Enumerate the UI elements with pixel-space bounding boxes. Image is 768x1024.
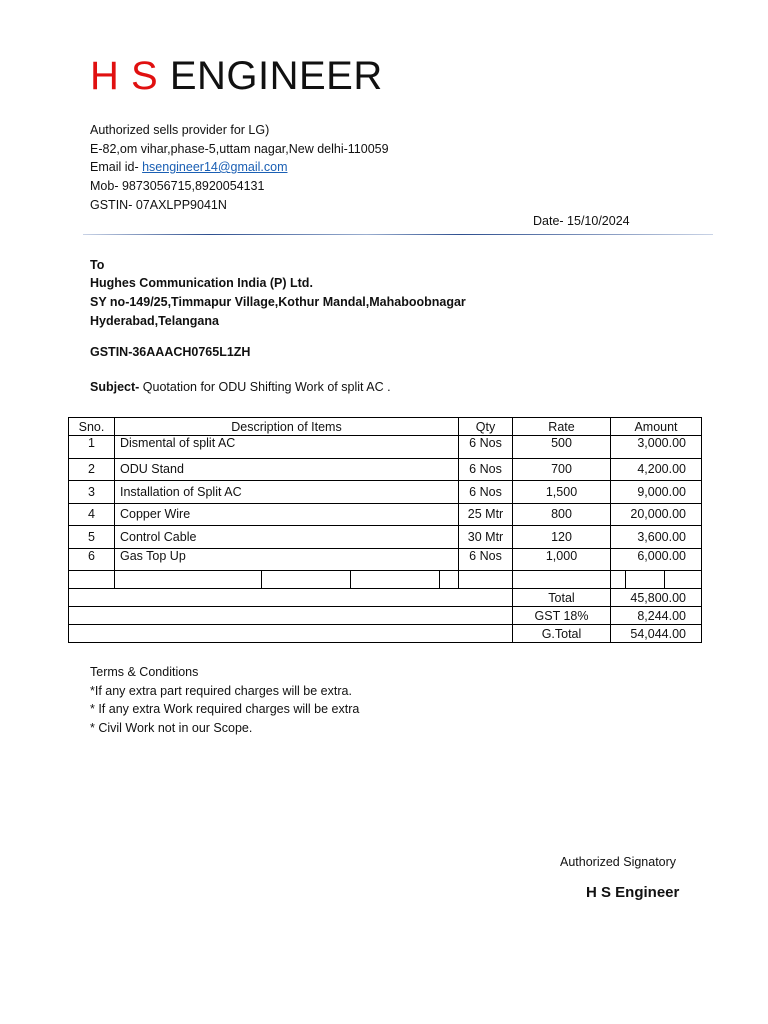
signatory-label: Authorized Signatory [560,855,677,869]
blank-cell [626,571,665,589]
cell-description: ODU Stand [115,458,459,481]
gst-value: 8,244.00 [611,607,702,625]
cell-description: Dismental of split AC [115,436,459,459]
header-amount: Amount [611,418,702,436]
total-value: 45,800.00 [611,589,702,607]
recipient-gstin: GSTIN-36AAACH0765L1ZH [90,345,251,359]
cell-qty: 6 Nos [459,548,513,571]
address-line: E-82,om vihar,phase-5,uttam nagar,New delhi-110059 [90,142,389,156]
terms-heading: Terms & Conditions [90,665,199,679]
cell-rate: 500 [513,436,611,459]
cell-qty: 6 Nos [459,481,513,504]
blank-cell [115,571,262,589]
company-title-word: ENGINEER [169,54,383,98]
company-title-initials: H S [90,54,159,98]
recipient-address-2: Hyderabad,Telangana [90,314,219,328]
subject-label: Subject- [90,380,140,394]
subject-line [90,380,391,394]
table-row [69,436,702,459]
sender-gstin: GSTIN- 07AXLPP9041N [90,198,227,212]
cell-amount: 9,000.00 [611,481,702,504]
terms-item: * If any extra Work required charges will be extra [90,702,360,717]
cell-amount: 3,600.00 [611,526,702,549]
cell-sno: 4 [69,503,115,526]
grand-total-label: G.Total [513,625,611,643]
cell-qty: 6 Nos [459,436,513,459]
table-row [69,503,702,526]
total-spacer [69,589,513,607]
grand-total-value: 54,044.00 [611,625,702,643]
signatory-name: H S Engineer [586,884,680,901]
recipient-company: Hughes Communication India (P) Ltd. [90,276,313,290]
email-line [90,158,288,177]
gst-row [69,607,702,625]
cell-rate: 800 [513,503,611,526]
quotation-table [68,417,702,643]
cell-qty: 25 Mtr [459,503,513,526]
recipient-address-1: SY no-149/25,Timmapur Village,Kothur Mandal,Mahaboobnagar [90,295,466,309]
header-description: Description of Items [115,418,459,436]
header-sno: Sno. [69,418,115,436]
cell-sno: 5 [69,526,115,549]
mobile-line: Mob- 9873056715,8920054131 [90,179,265,193]
table-row [69,526,702,549]
blank-cell [351,571,440,589]
cell-sno: 3 [69,481,115,504]
table-blank-row [69,571,702,589]
cell-amount: 3,000.00 [611,436,702,459]
cell-rate: 120 [513,526,611,549]
cell-sno: 6 [69,548,115,571]
blank-cell [262,571,351,589]
cell-rate: 1,500 [513,481,611,504]
header-rate: Rate [513,418,611,436]
cell-amount: 20,000.00 [611,503,702,526]
table-header-row [69,418,702,436]
header-qty: Qty [459,418,513,436]
blank-cell [611,571,626,589]
company-title [90,52,383,100]
blank-cell [513,571,611,589]
gst-label: GST 18% [513,607,611,625]
blank-cell [459,571,513,589]
cell-sno: 1 [69,436,115,459]
cell-amount: 4,200.00 [611,458,702,481]
table-row [69,458,702,481]
provider-line: Authorized sells provider for LG) [90,123,270,137]
header-divider [83,234,713,235]
table-row [69,481,702,504]
total-row [69,589,702,607]
cell-rate: 1,000 [513,548,611,571]
cell-rate: 700 [513,458,611,481]
quotation-date: Date- 15/10/2024 [533,214,630,228]
cell-qty: 30 Mtr [459,526,513,549]
cell-sno: 2 [69,458,115,481]
terms-item: *If any extra part required charges will be extra. [90,683,352,698]
to-label: To [90,258,105,272]
blank-cell [440,571,459,589]
cell-amount: 6,000.00 [611,548,702,571]
subject-text: Quotation for ODU Shifting Work of split AC . [139,380,391,394]
grand-total-spacer [69,625,513,643]
email-label: Email id- [90,160,143,174]
email-link[interactable]: hsengineer14@gmail.com [142,160,288,174]
cell-qty: 6 Nos [459,458,513,481]
terms-section [90,663,359,738]
terms-item: * Civil Work not in our Scope. [90,721,253,736]
cell-description: Gas Top Up [115,548,459,571]
cell-description: Installation of Split AC [115,481,459,504]
blank-cell [69,571,115,589]
grand-total-row [69,625,702,643]
cell-description: Control Cable [115,526,459,549]
blank-cell [665,571,702,589]
gst-spacer [69,607,513,625]
total-label: Total [513,589,611,607]
table-row [69,548,702,571]
cell-description: Copper Wire [115,503,459,526]
